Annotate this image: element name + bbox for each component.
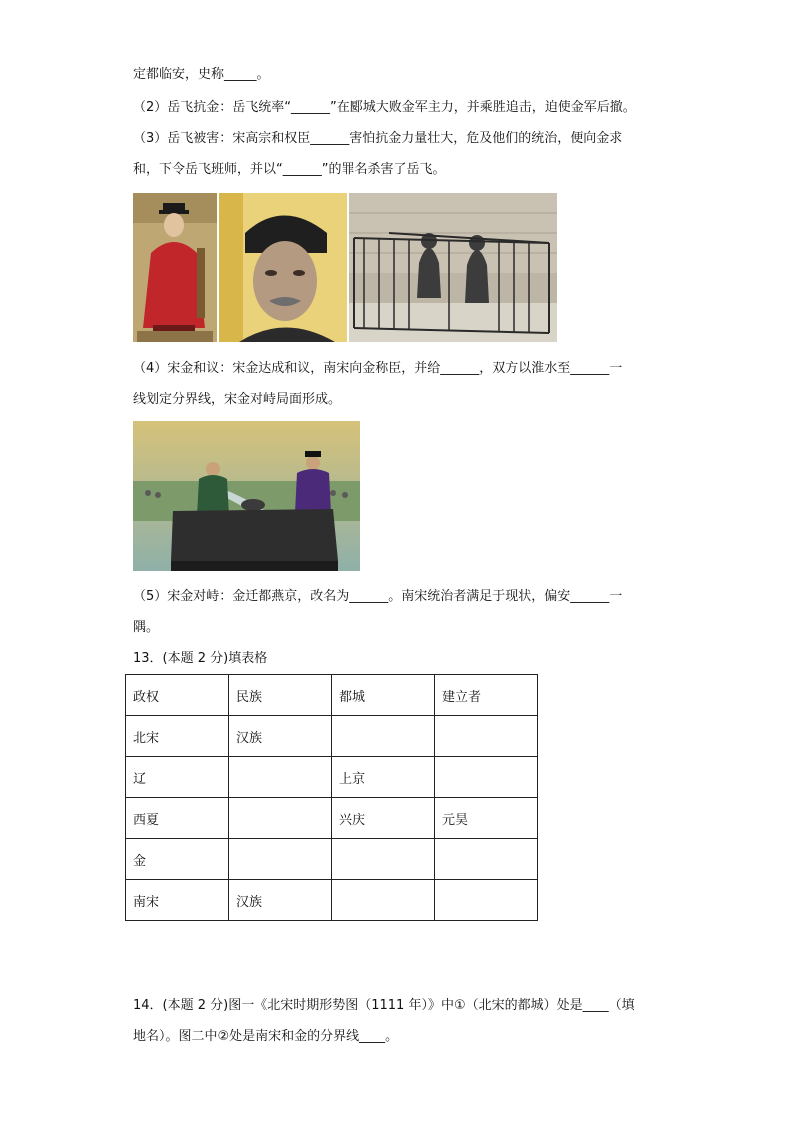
table-cell xyxy=(229,757,332,798)
portrait-official-image xyxy=(219,193,347,342)
text-line-2: （2）岳飞抗金：岳飞统率“______”在郾城大败金军主力，并乘胜追击，迫使金军后撤。 xyxy=(133,100,636,115)
table-cell xyxy=(229,839,332,880)
fill-in-table xyxy=(125,674,538,921)
table-cell: 西夏 xyxy=(126,798,229,839)
table-header-cell: 民族 xyxy=(229,675,332,716)
table-cell xyxy=(332,880,435,921)
table-cell xyxy=(435,757,538,798)
question-13-title: 13．(本题 2 分)填表格 xyxy=(133,651,268,666)
table-header-cell: 都城 xyxy=(332,675,435,716)
table-cell: 元昊 xyxy=(435,798,538,839)
table-header-row xyxy=(126,675,538,716)
table-row xyxy=(126,880,538,921)
table-cell: 汉族 xyxy=(229,880,332,921)
table-cell xyxy=(332,716,435,757)
table-row xyxy=(126,757,538,798)
table-cell: 北宋 xyxy=(126,716,229,757)
table-row xyxy=(126,716,538,757)
text-line-4: 和，下令岳飞班师，并以“______”的罪名杀害了岳飞。 xyxy=(133,162,446,177)
table-header-cell: 政权 xyxy=(126,675,229,716)
table-cell: 金 xyxy=(126,839,229,880)
table-cell xyxy=(229,798,332,839)
table-header-cell: 建立者 xyxy=(435,675,538,716)
question-14-line-1: 14．(本题 2 分)图一《北宋时期形势图（1111 年）》中①（北宋的都城）处是____（填 xyxy=(133,998,635,1013)
table-cell: 南宋 xyxy=(126,880,229,921)
kneeling-statues-image xyxy=(349,193,557,342)
table-cell: 兴庆 xyxy=(332,798,435,839)
table-cell: 上京 xyxy=(332,757,435,798)
table-cell xyxy=(435,880,538,921)
treaty-scene-image xyxy=(133,421,360,571)
text-line-5: （4）宋金和议：宋金达成和议，南宋向金称臣，并给______，双方以淮水至______一 xyxy=(133,361,623,376)
portrait-emperor-image xyxy=(133,193,217,342)
table-cell: 辽 xyxy=(126,757,229,798)
table-row xyxy=(126,839,538,880)
question-14-line-2: 地名）。图二中②处是南宋和金的分界线____。 xyxy=(133,1029,399,1044)
text-line-6: 线划定分界线，宋金对峙局面形成。 xyxy=(133,392,342,407)
text-line-8: 隅。 xyxy=(133,620,160,635)
text-line-7: （5）宋金对峙：金迁都燕京，改名为______。南宋统治者满足于现状，偏安______一 xyxy=(133,589,623,604)
table-cell: 汉族 xyxy=(229,716,332,757)
text-line-1: 定都临安，史称_____。 xyxy=(133,67,270,82)
table-cell xyxy=(435,839,538,880)
table-cell xyxy=(332,839,435,880)
table-cell xyxy=(435,716,538,757)
table-row xyxy=(126,798,538,839)
text-line-3: （3）岳飞被害：宋高宗和权臣______害怕抗金力量壮大，危及他们的统治，便向金求 xyxy=(133,131,623,146)
